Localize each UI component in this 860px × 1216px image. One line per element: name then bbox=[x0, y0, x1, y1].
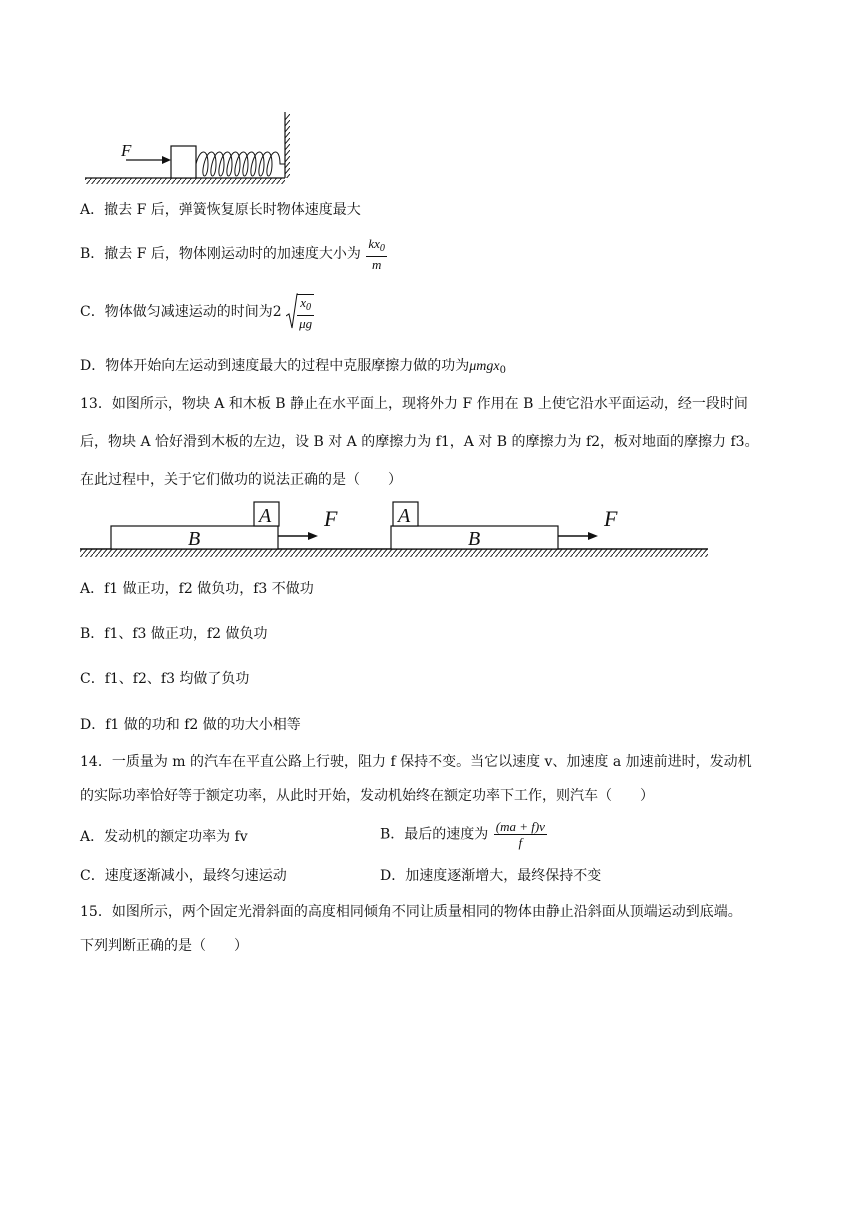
svg-text:B: B bbox=[188, 528, 201, 550]
svg-text:F: F bbox=[324, 506, 338, 531]
q13-option-a: A．f1 做正功，f2 做负功，f3 不做功 bbox=[80, 581, 314, 597]
q15-stem-line-1: 15．如图所示，两个固定光滑斜面的高度相同倾角不同让质量相同的物体由静止沿斜面从顶端运动到底端。 bbox=[80, 904, 742, 920]
svg-text:B: B bbox=[468, 528, 481, 550]
q12-option-d: D．物体开始向左运动到速度最大的过程中克服摩擦力做的功为μmgx$_0$ bbox=[80, 358, 506, 376]
q15-stem-line-2: 下列判断正确的是（ ） bbox=[80, 938, 248, 954]
q14-stem-line-2: 的实际功率恰好等于额定功率，从此时开始，发动机始终在额定功率下工作，则汽车（ ） bbox=[80, 788, 654, 804]
q14-stem-line-1: 14．一质量为 m 的汽车在平直公路上行驶，阻力 f 保持不变。当它以速度 v、加速度 a 加速前进时，发动机 bbox=[80, 754, 752, 770]
svg-text:A: A bbox=[398, 505, 411, 527]
board-block-figure bbox=[78, 500, 718, 564]
q13-stem-line-1: 13．如图所示，物块 A 和木板 B 静止在水平面上，现将外力 F 作用在 B 上使它沿水平面运动，经一段时间 bbox=[80, 396, 748, 412]
q13-option-b: B．f1、f3 做正功，f2 做负功 bbox=[80, 626, 268, 642]
q14-option-b: B．最后的速度为 $\frac{(ma + f)v}{f}$ bbox=[380, 819, 545, 850]
q13-stem-line-2: 后，物块 A 恰好滑到木板的左边，设 B 对 A 的摩擦力为 f1，A 对 B 的摩擦力为 f2，板对地面的摩擦力 f3。 bbox=[80, 434, 759, 450]
svg-text:F: F bbox=[604, 506, 618, 531]
q13-stem-line-3: 在此过程中，关于它们做功的说法正确的是（ ） bbox=[80, 472, 402, 488]
q12-option-b: B．撤去 F 后，物体刚运动时的加速度大小为 $\frac{kx_0}{m}$ bbox=[80, 236, 385, 272]
q12-option-a: A．撤去 F 后，弹簧恢复原长时物体速度最大 bbox=[80, 202, 361, 218]
spring-block-figure bbox=[80, 108, 300, 188]
q14-option-c: C．速度逐渐减小，最终匀速运动 bbox=[80, 868, 287, 884]
q13-option-d: D．f1 做的功和 f2 做的功大小相等 bbox=[80, 717, 301, 733]
svg-text:A: A bbox=[259, 505, 272, 527]
q12-option-c: C．物体做匀减速运动的时间为2 $\frac{x_0}{\mu g}$ bbox=[80, 292, 315, 332]
q14-option-a: A．发动机的额定功率为 fv bbox=[80, 829, 248, 845]
block bbox=[171, 146, 196, 178]
q13-option-c: C．f1、f2、f3 均做了负功 bbox=[80, 671, 250, 687]
force-label: F bbox=[121, 141, 132, 160]
q14-option-d: D．加速度逐渐增大，最终保持不变 bbox=[380, 868, 602, 884]
q12-c-sqrt: $\frac{x_0}{\mu g}$ bbox=[286, 292, 315, 332]
q14-b-fraction: $\frac{(ma + f)v}{f}$ bbox=[495, 819, 545, 850]
q12-b-fraction: $\frac{kx_0}{m}$ bbox=[368, 236, 385, 272]
